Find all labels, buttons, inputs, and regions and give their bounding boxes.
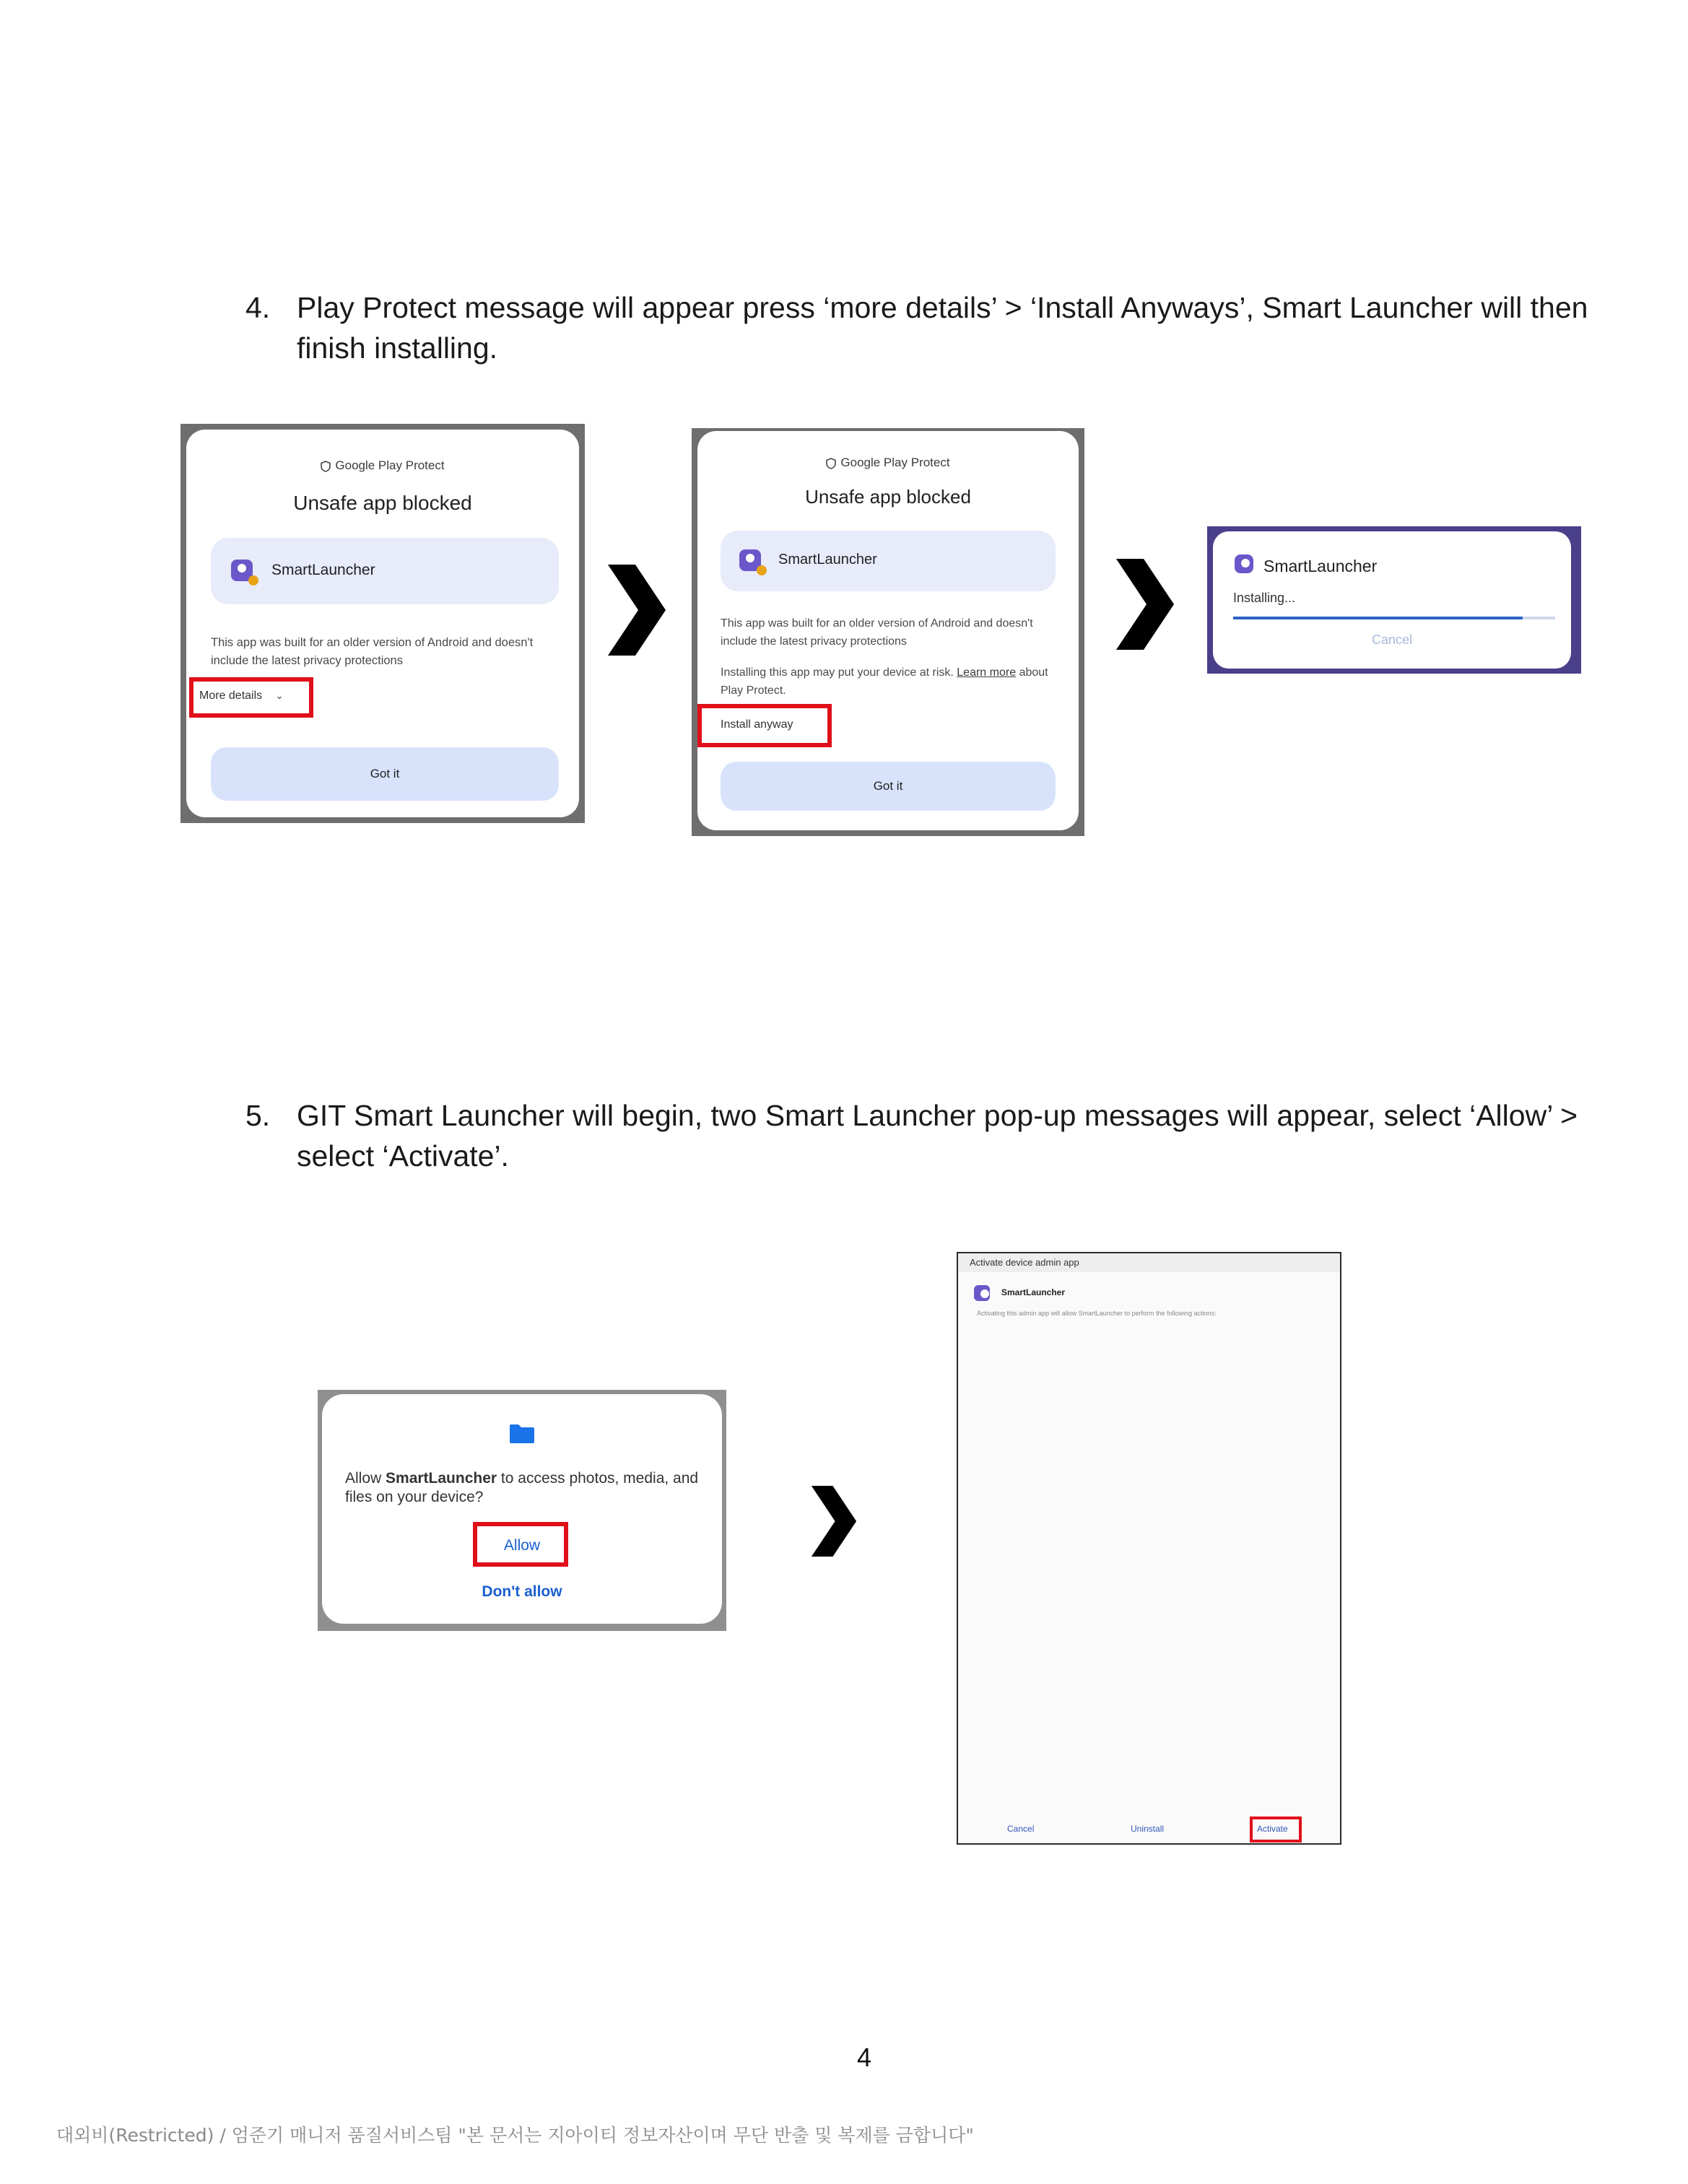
activate-header: Activate device admin app	[970, 1257, 1079, 1268]
app-name: SmartLauncher	[1263, 557, 1378, 575]
prompt-prefix: Allow	[345, 1470, 386, 1487]
activate-description: Activating this admin app will allow SmartLauncher to perform the following actions:	[977, 1310, 1217, 1317]
chevron-right-icon	[810, 1486, 858, 1557]
screenshot-installing	[1207, 526, 1581, 674]
highlight-allow	[473, 1522, 568, 1567]
warning-icon	[248, 575, 258, 586]
header-text: Google Play Protect	[335, 458, 445, 472]
uninstall-button[interactable]: Uninstall	[1131, 1824, 1165, 1834]
more-details-label: More details	[199, 689, 263, 702]
play-protect-dialog	[697, 431, 1079, 830]
play-protect-header	[186, 458, 579, 473]
risk-text: Installing this app may put your device at risk.	[721, 666, 954, 679]
shield-icon	[826, 458, 836, 469]
folder-icon	[508, 1423, 536, 1445]
app-name: SmartLauncher	[271, 562, 375, 578]
screenshot-play-protect-1	[180, 424, 585, 823]
chevron-right-icon	[1116, 559, 1174, 650]
step-text: GIT Smart Launcher will begin, two Smart Launcher pop-up messages will appear, select ‘Allow’ > select ‘Activate’.	[297, 1099, 1578, 1173]
confidentiality-footer: 대외비(Restricted) / 엄준기 매니저 품질서비스팀 "본 문서는 지아이티 정보자산이며 무단 반출 및 복제를 금합니다"	[56, 2125, 974, 2146]
activate-button[interactable]: Activate	[1257, 1824, 1288, 1834]
permission-prompt	[345, 1469, 706, 1507]
chevron-right-icon	[608, 565, 666, 656]
step-number: 5.	[245, 1099, 271, 1132]
play-protect-dialog	[186, 430, 579, 817]
highlight-install-anyway	[697, 704, 832, 747]
risk-warning	[721, 664, 1060, 700]
prompt-suffix: to access photos, media, and files on your device?	[345, 1470, 699, 1505]
screenshot-play-protect-2	[692, 428, 1084, 836]
app-card	[211, 538, 559, 604]
warning-icon	[757, 565, 767, 575]
install-status: Installing...	[1233, 591, 1296, 605]
highlight-more-details	[189, 677, 313, 718]
install-progress-fill	[1233, 617, 1523, 619]
dialog-description: This app was built for an older version of Android and doesn't include the latest privacy protections	[721, 617, 1033, 648]
page-number: 4	[857, 2042, 872, 2072]
highlight-activate	[1250, 1817, 1302, 1843]
cancel-button[interactable]: Cancel	[1007, 1824, 1035, 1834]
installing-dialog	[1213, 531, 1571, 669]
step-number: 4.	[245, 291, 271, 324]
prompt-app-name: SmartLauncher	[386, 1470, 497, 1487]
cancel-button[interactable]: Cancel	[1371, 632, 1413, 647]
app-name: SmartLauncher	[778, 552, 877, 567]
dialog-title: Unsafe app blocked	[293, 492, 472, 514]
shield-icon	[321, 461, 331, 472]
step-text: Play Protect message will appear press ‘more details’ > ‘Install Anyways’, Smart Launcher will then finish installing.	[297, 291, 1588, 365]
play-protect-header	[697, 456, 1079, 470]
screenshot-activate-admin	[957, 1252, 1341, 1845]
screenshot-allow-permission	[318, 1390, 726, 1631]
header-text: Google Play Protect	[840, 456, 950, 469]
permission-dialog	[322, 1394, 722, 1624]
risk-text-2: about Play Protect.	[721, 666, 1048, 697]
dialog-title: Unsafe app blocked	[805, 486, 971, 508]
chevron-down-icon: ⌄	[275, 690, 284, 701]
got-it-button[interactable]: Got it	[211, 747, 559, 801]
app-card	[721, 531, 1056, 591]
install-progress-bar	[1233, 617, 1555, 619]
app-name: SmartLauncher	[1001, 1287, 1066, 1297]
app-icon	[1235, 554, 1253, 573]
dialog-description: This app was built for an older version of Android and doesn't include the latest privacy protections	[211, 636, 534, 667]
app-icon	[974, 1285, 990, 1301]
learn-more-link[interactable]: Learn more	[957, 666, 1017, 679]
install-anyway-button[interactable]: Install anyway	[721, 718, 793, 731]
dont-allow-button[interactable]: Don't allow	[482, 1583, 562, 1600]
allow-button[interactable]: Allow	[503, 1537, 541, 1554]
got-it-button[interactable]: Got it	[721, 762, 1056, 811]
